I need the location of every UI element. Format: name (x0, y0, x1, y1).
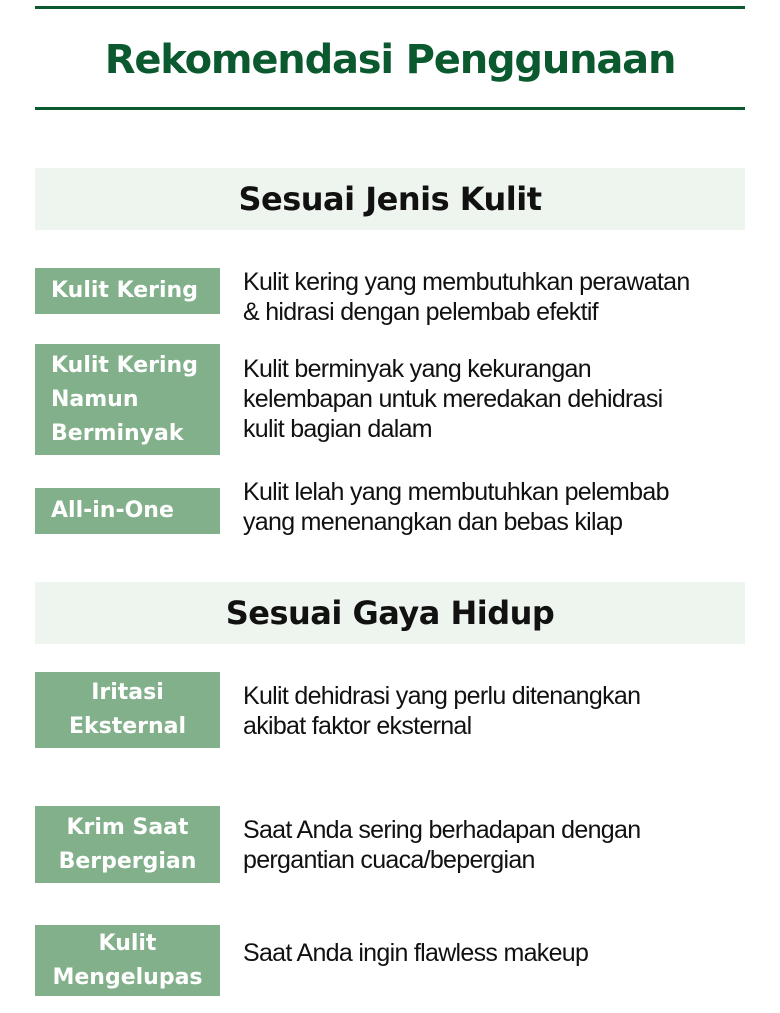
desc-line: kulit bagian dalam (243, 415, 432, 443)
section-heading-skin-type: Sesuai Jenis Kulit (35, 168, 745, 230)
desc-all-in-one (243, 477, 743, 537)
desc-line: Kulit lelah yang membutuhkan pelembab (243, 478, 669, 506)
desc-line: & hidrasi dengan pelembab efektif (243, 298, 598, 326)
tag-line: Krim Saat (66, 814, 189, 840)
section-heading-lifestyle: Sesuai Gaya Hidup (35, 582, 745, 644)
tag-krim-saat-berpergian (35, 806, 220, 883)
desc-line: yang menenangkan dan bebas kilap (243, 508, 623, 536)
desc-kulit-kering (243, 267, 743, 327)
desc-line: Kulit berminyak yang kekurangan (243, 355, 591, 383)
tag-line: Berminyak (51, 420, 184, 446)
desc-kulit-kering-namun-berminyak (243, 354, 743, 444)
tag-kulit-mengelupas (35, 925, 220, 996)
desc-line: akibat faktor eksternal (243, 712, 472, 740)
tag-line: Iritasi (91, 680, 164, 705)
tag-line: Berpergian (58, 848, 197, 874)
tag-line: Kulit Kering (51, 278, 198, 303)
tag-kulit-kering (35, 268, 220, 314)
tag-line: Kulit (98, 930, 157, 956)
tag-iritasi-eksternal (35, 672, 220, 748)
tag-line: Mengelupas (52, 964, 203, 990)
top-rule (35, 6, 745, 9)
desc-line: kelembapan untuk meredakan dehidrasi (243, 385, 663, 413)
tag-kulit-kering-namun-berminyak (35, 344, 220, 455)
desc-line: Kulit kering yang membutuhkan perawatan (243, 268, 690, 296)
desc-iritasi-eksternal (243, 681, 743, 741)
tag-line: Eksternal (68, 714, 187, 739)
desc-krim-saat-berpergian (243, 815, 743, 875)
tag-line: Namun (51, 386, 139, 412)
desc-line: Saat Anda sering berhadapan dengan (243, 816, 641, 844)
tag-line: Kulit Kering (51, 352, 198, 378)
desc-line: Saat Anda ingin flawless makeup (243, 939, 589, 967)
title-underline-rule (35, 107, 745, 110)
desc-line: pergantian cuaca/bepergian (243, 846, 535, 874)
desc-line: Kulit dehidrasi yang perlu ditenangkan (243, 682, 641, 710)
tag-all-in-one (35, 488, 220, 534)
tag-line: All-in-One (51, 498, 174, 523)
desc-kulit-mengelupas (243, 938, 743, 968)
page-title: Rekomendasi Penggunaan (104, 37, 676, 83)
